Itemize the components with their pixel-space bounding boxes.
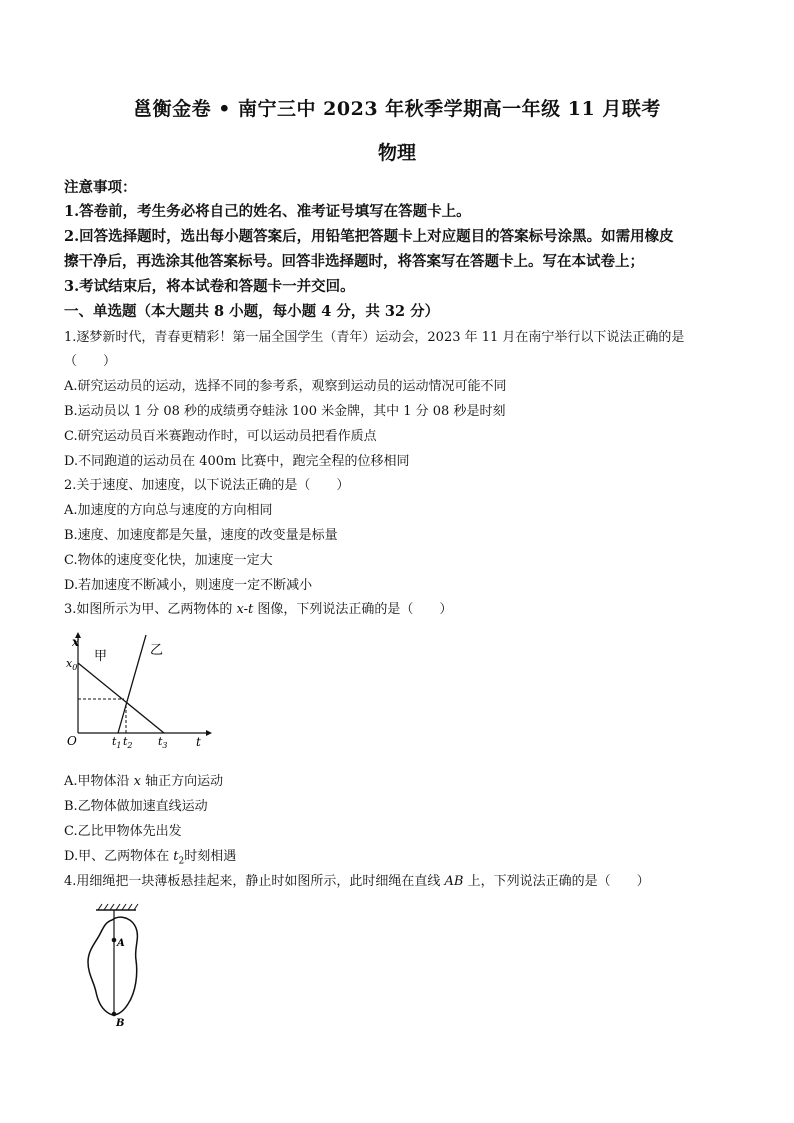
q1-option-b: B.运动员以 1 分 08 秒的成绩勇夺蛙泳 100 米金牌，其中 1 分 08 秒是时刻	[64, 404, 506, 419]
notes-heading: 注意事项：	[64, 179, 137, 196]
label-yi: 乙	[150, 643, 164, 658]
q3-stem: 3.如图所示为甲、乙两物体的 x-t 图像，下列说法正确的是（ ）	[64, 602, 453, 617]
q1-stem-cont: （ ）	[64, 354, 117, 369]
q3-option-d: D.甲、乙两物体在 $t_2$时刻相遇	[64, 849, 237, 867]
point-a-label: A	[117, 938, 125, 949]
x-axis-label: t	[196, 735, 201, 749]
q3-xt-graph	[66, 630, 216, 754]
x0-label: $x_0$	[66, 657, 78, 672]
q4-stem: 4.用细绳把一块薄板悬挂起来，静止时如图所示，此时细绳在直线 AB 上，下列说法正确的是（ ）	[64, 874, 650, 889]
t1-label: $t_1$	[112, 735, 122, 750]
irregular-plate	[88, 917, 137, 1015]
line-yi	[118, 635, 146, 733]
q2-option-b: B.速度、加速度都是矢量，速度的改变量是标量	[64, 528, 338, 543]
point-b-label: B	[116, 1018, 125, 1029]
y-axis-label: x	[72, 635, 80, 649]
q2-option-a: A.加速度的方向总与速度的方向相同	[64, 503, 273, 518]
q1-option-d: D.不同跑道的运动员在 400m 比赛中，跑完全程的位移相同	[64, 454, 410, 469]
q1-option-a: A.研究运动员的运动，选择不同的参考系，观察到运动员的运动情况可能不同	[64, 379, 507, 394]
point-a-dot	[112, 938, 117, 943]
q3-option-c: C.乙比甲物体先出发	[64, 824, 182, 839]
q2-option-c: C.物体的速度变化快，加速度一定大	[64, 553, 273, 568]
q4-hanging-plate-figure	[76, 898, 156, 1030]
exam-title: 邕衡金卷 • 南宁三中 2023 年秋季学期高一年级 11 月联考	[133, 98, 661, 120]
label-jia: 甲	[94, 649, 108, 664]
q3-option-a: A.甲物体沿 x 轴正方向运动	[64, 774, 224, 789]
t2-label: $t_2$	[123, 735, 133, 750]
ceiling-hatch	[98, 904, 138, 910]
origin-label: O	[67, 734, 77, 748]
notes-item-1: 1.答卷前，考生务必将自己的姓名、准考证号填写在答题卡上。	[64, 203, 471, 220]
t3-label: $t_3$	[158, 735, 168, 750]
q1-option-c: C.研究运动员百米赛跑动作时，可以运动员把看作质点	[64, 429, 377, 444]
q2-stem: 2.关于速度、加速度，以下说法正确的是（ ）	[64, 478, 350, 493]
subject-title: 物理	[377, 142, 416, 164]
x-axis-arrow	[206, 730, 212, 736]
notes-item-3: 3.考试结束后，将本试卷和答题卡一并交回。	[64, 278, 355, 295]
notes-item-2: 2.回答选择题时，选出每小题答案后，用铅笔把答题卡上对应题目的答案标号涂黑。如需用橡皮	[64, 228, 674, 245]
q2-option-d: D.若加速度不断减小，则速度一定不断减小	[64, 578, 313, 593]
q1-stem: 1.逐梦新时代，青春更精彩！第一届全国学生（青年）运动会，2023 年 11 月在南宁举行以下说法正确的是	[64, 330, 685, 345]
section-heading: 一、单选题（本大题共 8 小题，每小题 4 分，共 32 分）	[64, 303, 440, 320]
point-b-dot	[112, 1012, 117, 1017]
q3-option-b: B.乙物体做加速直线运动	[64, 799, 208, 814]
notes-item-2-cont: 擦干净后，再选涂其他答案标号。回答非选择题时，将答案写在答题卡上。写在本试卷上；	[64, 253, 644, 270]
